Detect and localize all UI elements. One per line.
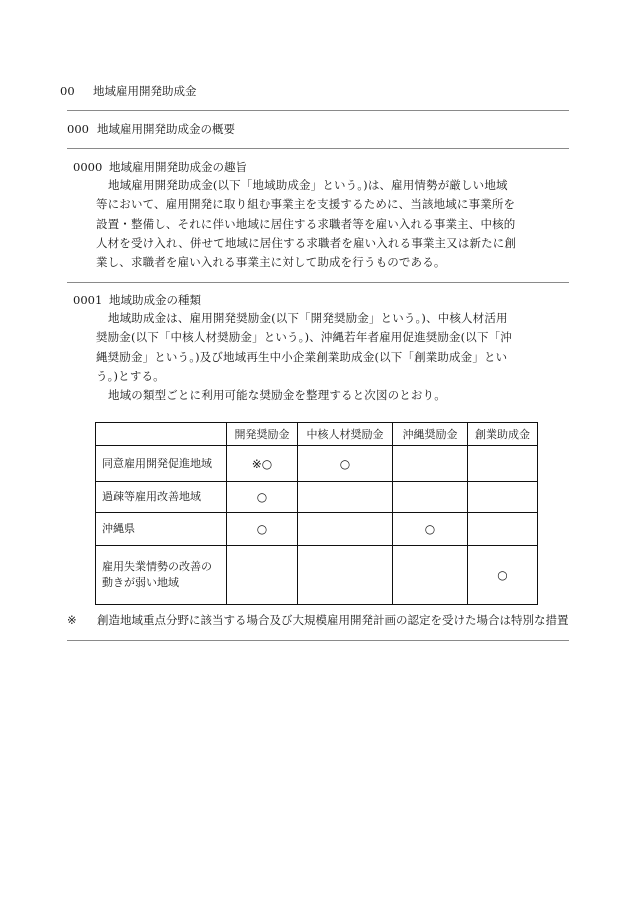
divider: [67, 640, 569, 641]
section-00-heading: [60, 83, 197, 99]
table-row: [96, 546, 538, 605]
table-row: [96, 446, 538, 482]
footnote-text: 創造地域重点分野に該当する場合及び大規模雇用開発計画の認定を受けた場合は特別な措置: [97, 613, 569, 627]
row-label: 同意雇用開発促進地域: [96, 446, 227, 482]
section-0001-body: [96, 309, 512, 405]
body-line: 縄奨励金」という。)及び地域再生中小企業創業助成金(以下「創業助成金」とい: [96, 349, 508, 364]
section-0001-heading: [73, 292, 201, 308]
section-number: 00: [60, 84, 75, 98]
section-0000-body: [96, 176, 516, 272]
section-0000-heading: [73, 159, 247, 175]
body-line: う。)とする。: [96, 368, 165, 383]
body-line: 人材を受け入れ、併せて地域に居住する求職者を雇い入れる事業主又は新たに創: [96, 235, 517, 250]
table-cell: ○: [298, 446, 393, 482]
table-cell: ○: [227, 482, 298, 513]
section-title: 地域雇用開発助成金: [93, 84, 197, 98]
table-cell: [468, 513, 538, 546]
table-cell: [298, 482, 393, 513]
section-000-heading: [67, 121, 235, 137]
row-label: 過疎等雇用改善地域: [96, 482, 227, 513]
section-title: 地域雇用開発助成金の趣旨: [109, 160, 247, 174]
body-line: 業し、求職者を雇い入れる事業主に対して助成を行うものである。: [96, 255, 446, 270]
divider: [67, 110, 569, 111]
divider: [67, 148, 569, 149]
table-cell: ○: [393, 513, 468, 546]
table-header-cell: 中核人材奨励金: [298, 423, 393, 446]
table-header-cell: 創業助成金: [468, 423, 538, 446]
table-header-row: [96, 423, 538, 446]
table-header-cell: [96, 423, 227, 446]
body-line: 地域助成金は、雇用開発奨励金(以下「開発奨励金」という。)、中核人材活用: [108, 311, 508, 325]
section-number: 0001: [73, 293, 103, 307]
table-cell: [393, 482, 468, 513]
table-cell: [393, 546, 468, 605]
table-cell: [227, 546, 298, 605]
divider: [67, 282, 569, 283]
table-cell: [468, 446, 538, 482]
body-line: 地域の類型ごとに利用可能な奨励金を整理すると次図のとおり。: [108, 388, 446, 403]
subsidy-matrix-table: [95, 422, 538, 605]
section-title: 地域助成金の種類: [109, 293, 201, 307]
table-cell: [298, 513, 393, 546]
table-cell: [393, 446, 468, 482]
table-cell: ※○: [227, 446, 298, 482]
table-cell: [468, 482, 538, 513]
footnote-symbol: ※: [67, 613, 77, 627]
table-cell: ○: [227, 513, 298, 546]
row-label: 雇用失業情勢の改善の動きが弱い地域: [96, 546, 227, 605]
table-cell: [298, 546, 393, 605]
table-row: [96, 482, 538, 513]
section-title: 地域雇用開発助成金の概要: [97, 122, 235, 136]
section-number: 0000: [73, 160, 103, 174]
table-cell: ○: [468, 546, 538, 605]
body-line: 地域雇用開発助成金(以下「地域助成金」という。)は、雇用情勢が厳しい地域: [108, 178, 508, 192]
table-row: [96, 513, 538, 546]
section-number: 000: [67, 122, 89, 136]
table-header-cell: 開発奨励金: [227, 423, 298, 446]
footnote: [67, 612, 569, 628]
body-line: 奨励金(以下「中核人材奨励金」という。)、沖縄若年者雇用促進奨励金(以下「沖: [96, 330, 512, 345]
row-label: 沖縄県: [96, 513, 227, 546]
body-line: 設置・整備し、それに伴い地域に居住する求職者等を雇い入れる事業主、中核的: [96, 216, 516, 231]
table-header-cell: 沖縄奨励金: [393, 423, 468, 446]
body-line: 等において、雇用開発に取り組む事業主を支援するために、当該地域に事業所を: [96, 197, 516, 212]
